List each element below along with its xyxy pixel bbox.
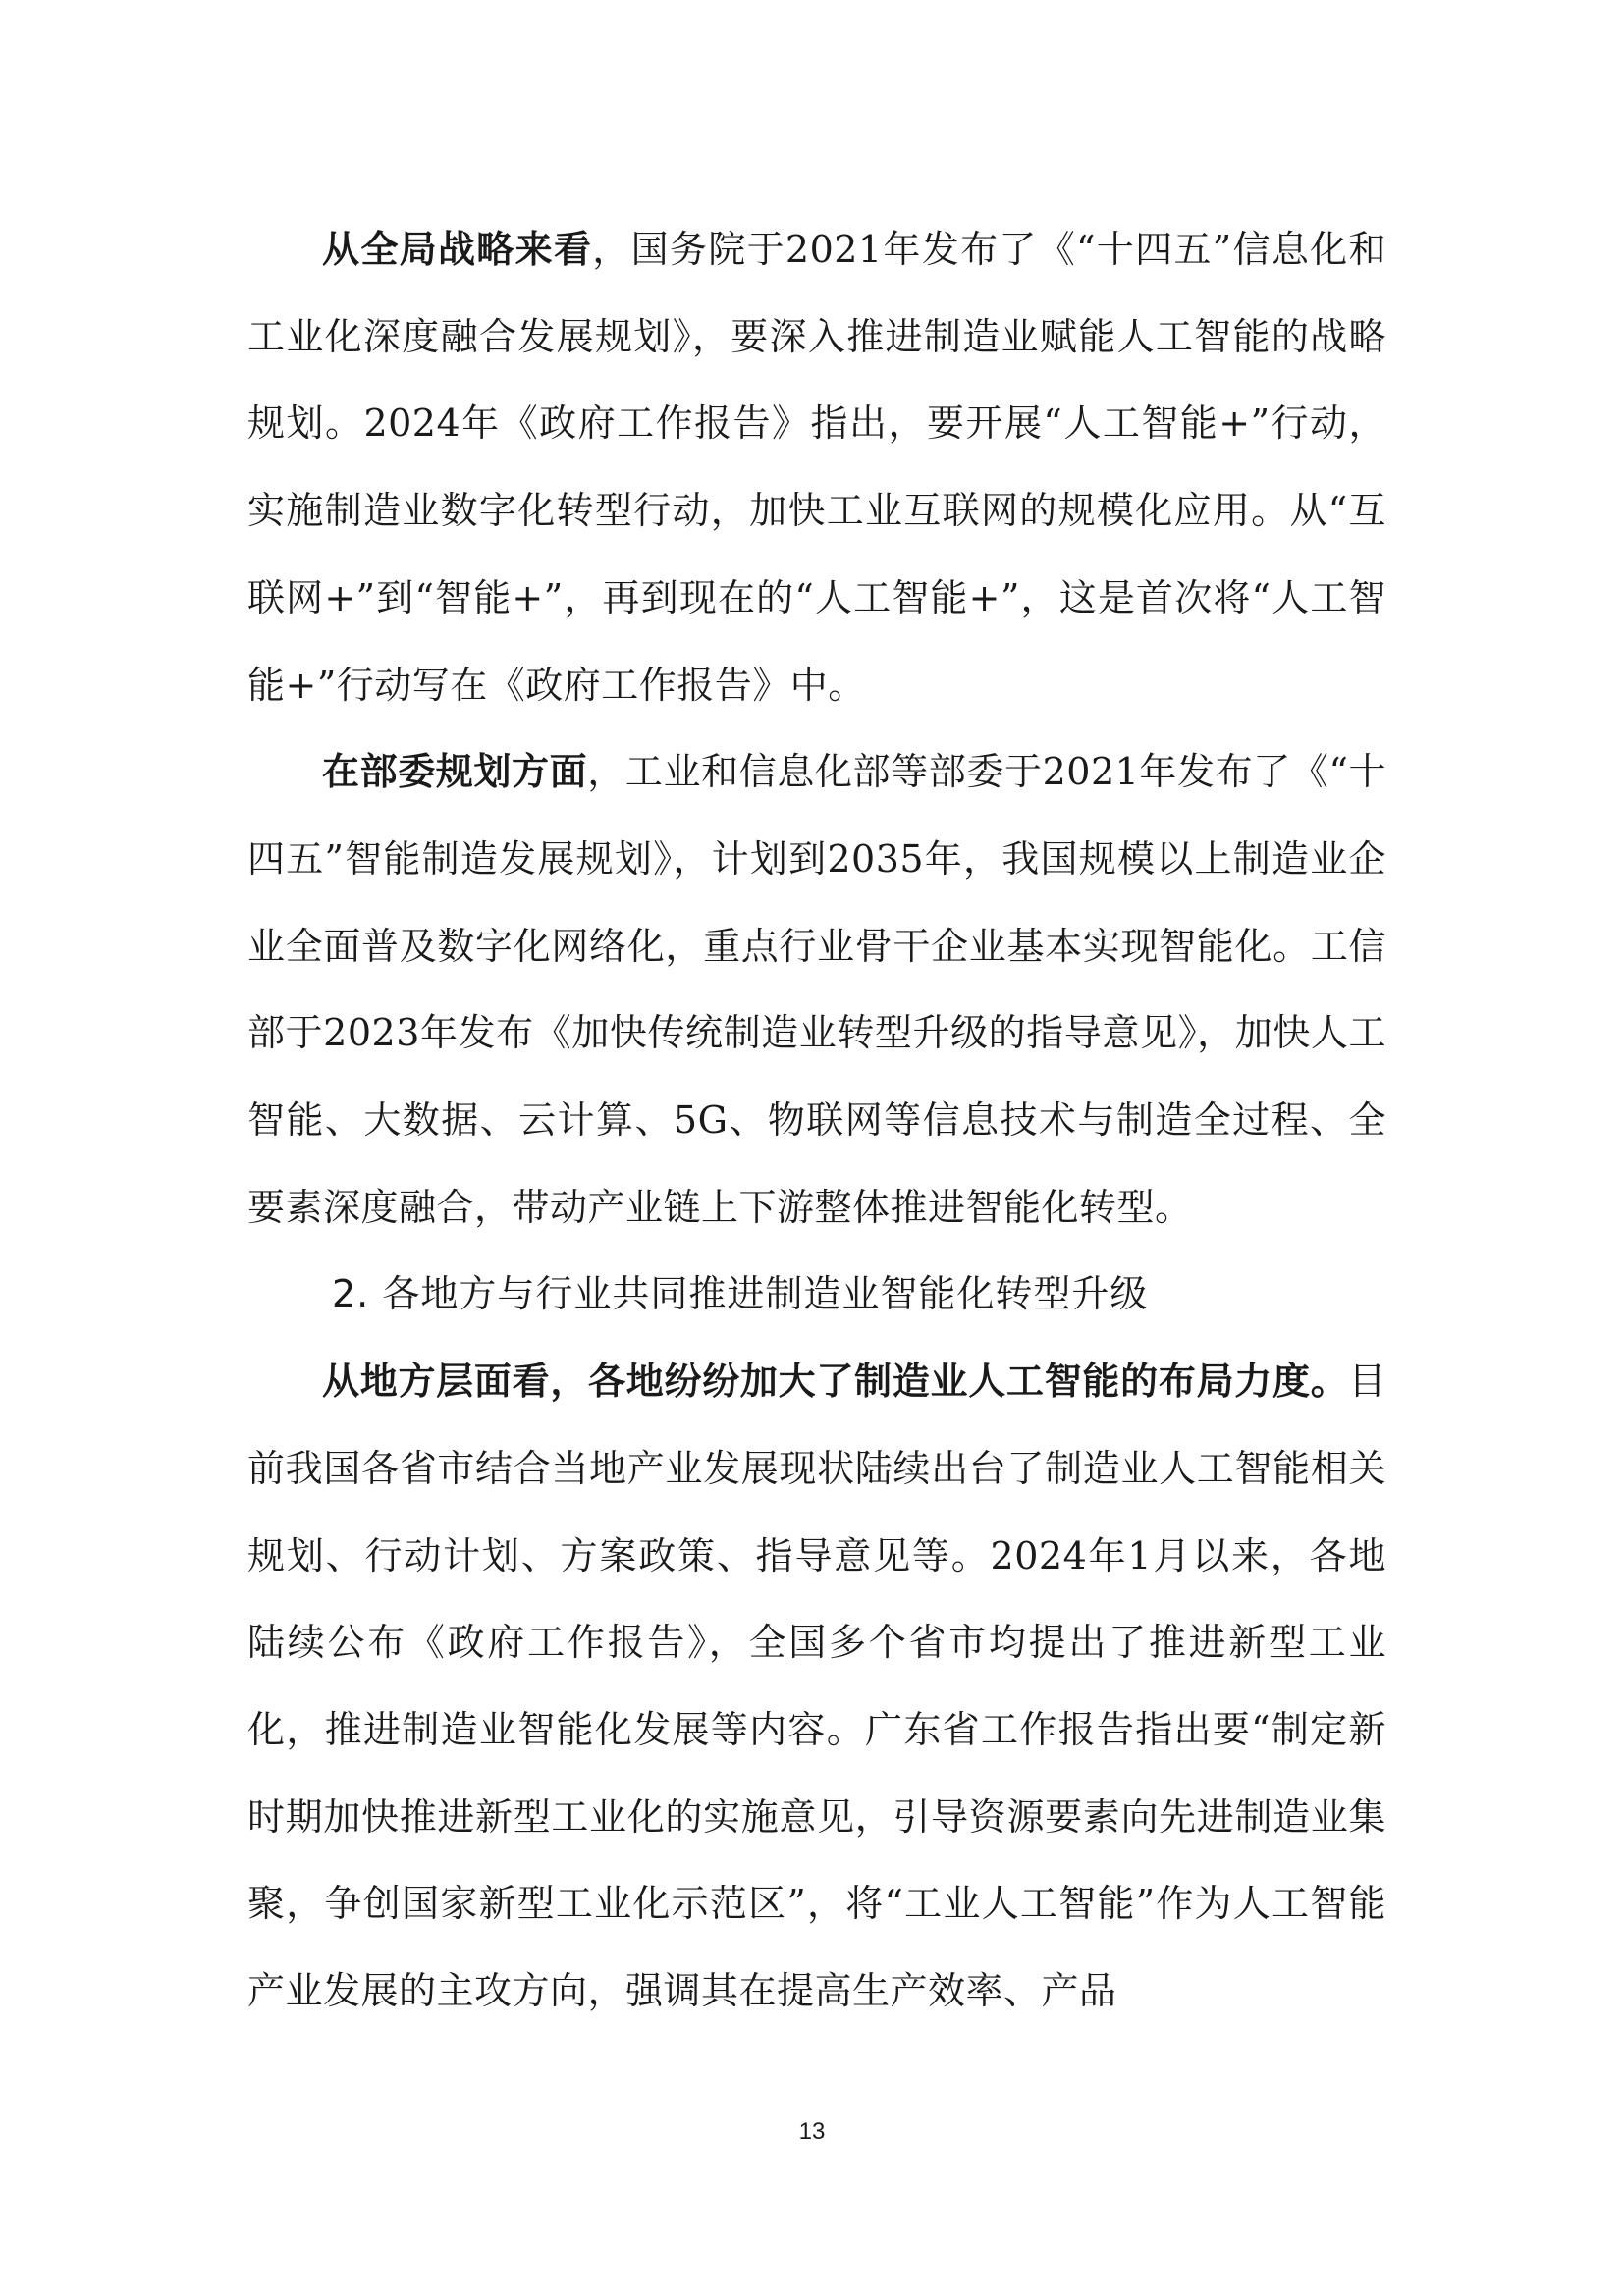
paragraph-text: 目前我国各省市结合当地产业发展现状陆续出台了制造业人工智能相关规划、行动计划、方案政策、指导意见等。2024年1月以来，各地陆续公布《政府工作报告》，全国多个省市均提出了推进新型工业化，推进制造业智能化发展等内容。广东省工作报告指出要“制定新时期加快推进新型工业化的实施意见，引导资源要素向先进制造业集聚，争创国家新型工业化示范区”，将“工业人工智能”作为人工智能产业发展的主攻方向，强调其在提高生产效率、产品: [247, 1360, 1386, 2013]
paragraph-lead: 在部委规划方面: [322, 750, 588, 794]
document-body: [247, 206, 1386, 2035]
paragraph-local-level: [247, 1338, 1386, 2035]
paragraph-lead: 从全局战略来看: [322, 228, 593, 271]
paragraph-ministry-planning: [247, 728, 1386, 1251]
page-number: 13: [798, 2118, 826, 2145]
section-heading: 2. 各地方与行业共同推进制造业智能化转型升级: [332, 1272, 1149, 1316]
paragraph-global-strategy: [247, 206, 1386, 728]
paragraph-text: ，工业和信息化部等部委于2021年发布了《“十四五”智能制造发展规划》，计划到2035年，我国规模以上制造业企业全面普及数字化网络化，重点行业骨干企业基本实现智能化。工信部于2023年发布《加快传统制造业转型升级的指导意见》，加快人工智能、大数据、云计算、5G、物联网等信息技术与制造全过程、全要素深度融合，带动产业链上下游整体推进智能化转型。: [247, 750, 1386, 1229]
paragraph-text: ，国务院于2021年发布了《“十四五”信息化和工业化深度融合发展规划》，要深入推进制造业赋能人工智能的战略规划。2024年《政府工作报告》指出，要开展“人工智能+”行动，实施制造业数字化转型行动，加快工业互联网的规模化应用。从“互联网+”到“智能+”，再到现在的“人工智能+”，这是首次将“人工智能+”行动写在《政府工作报告》中。: [247, 228, 1386, 707]
paragraph-lead: 从地方层面看，各地纷纷加大了制造业人工智能的布局力度。: [322, 1360, 1349, 1404]
